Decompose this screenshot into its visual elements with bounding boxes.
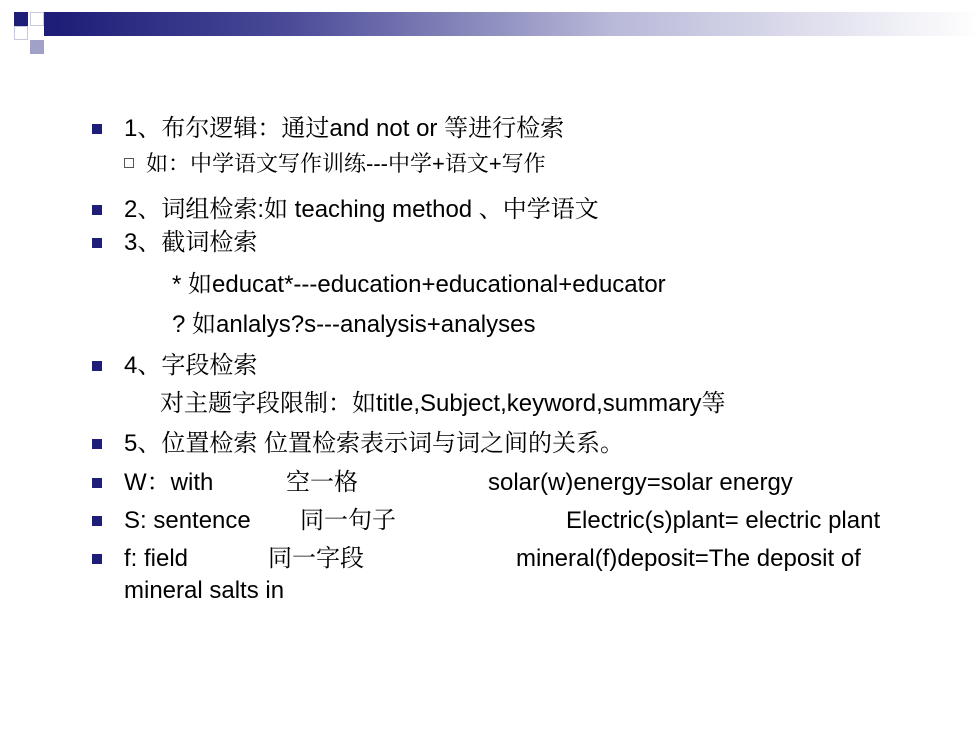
sub-bullet-icon xyxy=(124,158,134,168)
list-item: 2、词组检索:如 teaching method 、中学语文 xyxy=(124,196,599,223)
list-item: * 如educat*---education+educational+educator xyxy=(172,271,666,298)
bullet-icon xyxy=(92,554,102,564)
list-item-operator: S: sentence xyxy=(124,507,251,534)
list-item: 如：中学语文写作训练---中学+语文+写作 xyxy=(146,151,546,176)
list-item-operator: f: field xyxy=(124,545,189,572)
list-item-continuation: mineral salts in xyxy=(124,577,285,604)
list-item: 1、布尔逻辑：通过and not or 等进行检索 xyxy=(124,115,565,142)
list-item-term: 同一句子 xyxy=(300,507,396,534)
bullet-icon xyxy=(92,238,102,248)
list-item: 4、字段检索 xyxy=(124,352,258,379)
list-item-operator: W：with xyxy=(124,469,214,496)
list-item: 5、位置检索 位置检索表示词与词之间的关系。 xyxy=(124,430,625,457)
bullet-icon xyxy=(92,478,102,488)
bullet-icon xyxy=(92,124,102,134)
bullet-icon xyxy=(92,205,102,215)
bullet-icon xyxy=(92,516,102,526)
list-item: 3、截词检索 xyxy=(124,229,258,256)
list-item-term: 空一格 xyxy=(286,469,358,496)
list-item-example: mineral(f)deposit=The deposit of xyxy=(516,545,861,572)
list-item-term: 同一字段 xyxy=(268,545,364,572)
list-item-example: Electric(s)plant= electric plant xyxy=(566,507,881,534)
bullet-icon xyxy=(92,439,102,449)
bullet-icon xyxy=(92,361,102,371)
list-item-example: solar(w)energy=solar energy xyxy=(488,469,793,496)
list-item: ? 如anlalys?s---analysis+analyses xyxy=(172,311,536,338)
list-item: 对主题字段限制：如title,Subject,keyword,summary等 xyxy=(160,390,726,417)
